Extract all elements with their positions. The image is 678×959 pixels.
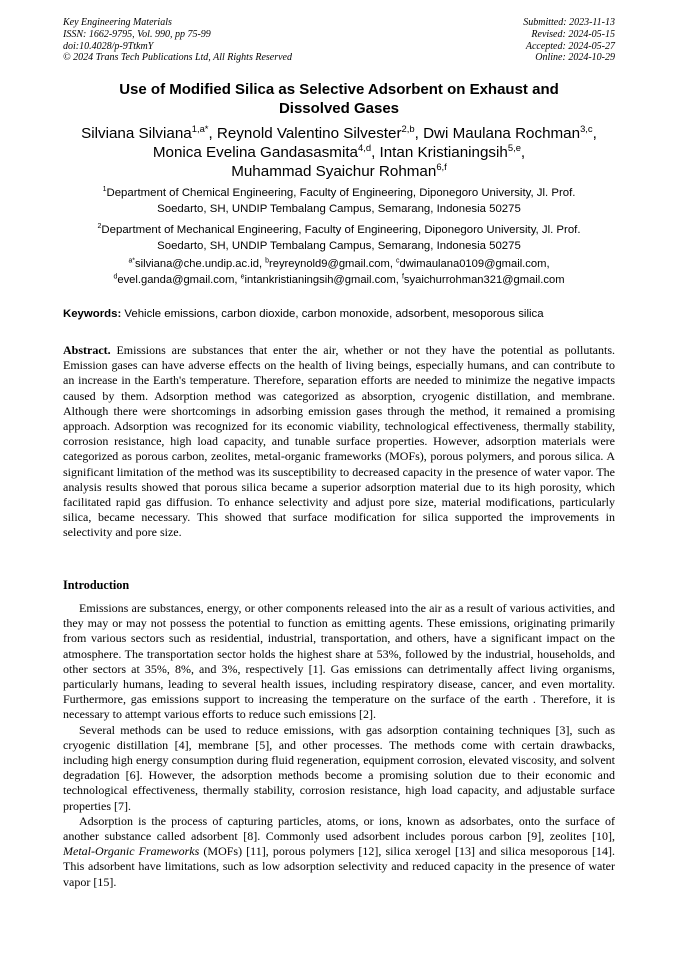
author-separator: , [208, 125, 217, 142]
author-emails [63, 257, 615, 288]
email-sup: b [265, 257, 270, 265]
author-name: Muhammad Syaichur Rohman [231, 163, 437, 180]
copyright-line: © 2024 Trans Tech Publications Ltd, All Rights Reserved [63, 52, 292, 64]
paragraph-text: Adsorption is the process of capturing particles, atoms, or ions, known as adsorbates, onto the surface of another substance called adsorbent [8]. Commonly used adsorbent includes porous carbon [9], zeolites [10], [63, 813, 615, 844]
email-sup: a* [128, 257, 135, 265]
email-separator: , [234, 273, 241, 286]
abstract [63, 343, 615, 541]
header-left [63, 17, 292, 64]
abstract-text: Emissions are substances that enter the air, whether or not they have the potential as pollutants. Emission gases can have adverse effects on the health of living beings, especially humans, and can contribute to an increase in the Earth's temperature. Therefore, separation efforts are needed to minimize the negative impacts caused by them. Adsorption method was categorized as absorption, cryogenic distillation, and membrane. Although there were shortcomings in adsorbing emission gases through the method, it remained a promising approach. Adsorption was recognized for its economic viability, technological effectiveness, thermally stability, corrosion resistance, high load capacity, and tunable surface properties. However, adsorption materials were categorized as porous carbon, zeolites, metal-organic frameworks (MOFs), porous polymers, and porous silica. A significant limitation of the method was its susceptibility to decreased capacity in the presence of water vapor. The analysis results showed that porous silica became a superior adsorption material due to its high porosity, which facilitated rapid gas diffusion. To enhance selectivity and adjust pore size, material modifications, particularly silica, became necessary. This showed that surface modification for silica supported the improvements in selectivity and pore size. [63, 343, 615, 540]
affiliation-line-2: Soedarto, SH, UNDIP Tembalang Campus, Semarang, Indonesia 50275 [157, 203, 521, 215]
affiliation-2 [63, 222, 615, 254]
affiliation-line-1: Department of Chemical Engineering, Faculty of Engineering, Diponegoro University, Jl. Prof. [106, 187, 576, 199]
email-address: intankristianingsih@gmail.com [244, 273, 396, 286]
author-name: Monica Evelina Gandasasmita [152, 144, 358, 161]
introduction-heading: Introduction [63, 578, 130, 592]
accepted-date: Accepted: 2024-05-27 [525, 40, 615, 52]
revised-date: Revised: 2024-05-15 [531, 28, 615, 40]
email-address: dwimaulana0109@gmail.com [399, 258, 547, 270]
author-name: Dwi Maulana Rochman [423, 125, 581, 142]
author-name: Reynold Valentino Silvester [216, 125, 402, 142]
paper-title [63, 80, 615, 118]
paragraph [63, 601, 615, 723]
email-separator: , [389, 258, 397, 270]
keywords [63, 307, 623, 322]
paragraph-text: Emissions are substances, energy, or other components released into the air as a result of various activities, and they may or may not possess the potential to function as emitting agents. These emissions, originating primarily from various sectors such as residential, industrial, transportation, and others, have a significant impact on the atmosphere. The transportation sector holds the highest share at 53%, followed by the industrial, households, and other sectors at 35%, 8%, and 3%, respectively [1]. Gas emissions can detrimentally affect living organisms, particularly humans, leading to several health issues, including respiratory disease, cancer, and even mortality. Furthermore, gas emissions support to increasing the temperature on the surface of the earth . Therefore, it is necessary to attempt various efforts to reduce such emissions [2]. [63, 601, 615, 722]
email-separator: , [395, 273, 402, 286]
issn-line: ISSN: 1662-9795, Vol. 990, pp 75-99 [63, 28, 211, 40]
email-sup: d [113, 272, 118, 280]
paragraph [63, 814, 615, 890]
author-affiliation-sup: 2,b [401, 122, 415, 134]
author-affiliation-sup: 4,d [357, 141, 372, 153]
author-list [60, 124, 618, 181]
keywords-label: Keywords: [63, 308, 122, 320]
paragraph-text: (MOFs) [11], porous polymers [12], silica xerogel [13] and silica mesoporous [14]. This adsorbent have limitations, such as low adsorption selectivity and reduced capacity in the presence of water vapor [15]. [63, 844, 615, 889]
title-line-2: Dissolved Gases [278, 100, 400, 117]
affiliation-line-1: Department of Mechanical Engineering, Faculty of Engineering, Diponegoro University, Jl. Prof. [101, 224, 581, 236]
email-sup: e [240, 272, 245, 280]
email-separator: , [258, 258, 266, 270]
doi-line: doi:10.4028/p-9TtkmY [63, 40, 154, 52]
italic-term: Metal-Organic Frameworks [63, 844, 200, 859]
author-separator: , [520, 144, 526, 161]
author-affiliation-sup: 6,f [436, 160, 447, 172]
author-affiliation-sup: 3,c [580, 122, 593, 134]
affiliation-line-2: Soedarto, SH, UNDIP Tembalang Campus, Semarang, Indonesia 50275 [157, 240, 521, 252]
author-separator: , [592, 125, 597, 142]
email-address: silviana@che.undip.ac.id [135, 258, 259, 270]
email-sup: f [401, 272, 404, 280]
affiliation-number: 1 [102, 186, 107, 194]
submitted-date: Submitted: 2023-11-13 [523, 17, 615, 28]
email-address: reyreynold9@gmail.com [269, 258, 390, 270]
keywords-text: Vehicle emissions, carbon dioxide, carbon monoxide, adsorbent, mesoporous silica [124, 308, 544, 320]
introduction-body [63, 601, 615, 890]
affiliation-1 [63, 185, 615, 217]
email-address: evel.ganda@gmail.com [117, 273, 235, 286]
email-separator: , [546, 258, 550, 270]
affiliation-number: 2 [97, 223, 102, 231]
email-sup: c [396, 257, 400, 265]
author-name: Silviana Silviana [81, 125, 192, 142]
author-name: Intan Kristianingsih [379, 144, 508, 161]
author-separator: , [414, 125, 424, 142]
online-date: Online: 2024-10-29 [535, 52, 615, 64]
email-address: syaichurrohman321@gmail.com [403, 273, 565, 286]
abstract-label: Abstract. [63, 343, 111, 357]
paragraph-text: Several methods can be used to reduce emissions, with gas adsorption containing techniques [3], such as cryogenic distillation [4], membrane [5], and other processes. The methods come with certain drawbacks, including high energy consumption during fluid regeneration, equipment corrosion, elevated viscosity, and solvent degradation [6]. However, the adsorption methods become a promising solution due to their economic and technological effectiveness, thermally stability, corrosion resistance, high load capacity, and adjustable surface properties [7]. [63, 722, 615, 813]
author-affiliation-sup: 5,e [507, 141, 521, 153]
journal-header [63, 17, 615, 64]
paragraph [63, 723, 615, 814]
title-line-1: Use of Modified Silica as Selective Adsorbent on Exhaust and [119, 81, 559, 98]
author-affiliation-sup: 1,a* [191, 122, 209, 134]
header-right [523, 17, 615, 64]
journal-name: Key Engineering Materials [63, 17, 172, 28]
author-separator: , [371, 144, 380, 161]
